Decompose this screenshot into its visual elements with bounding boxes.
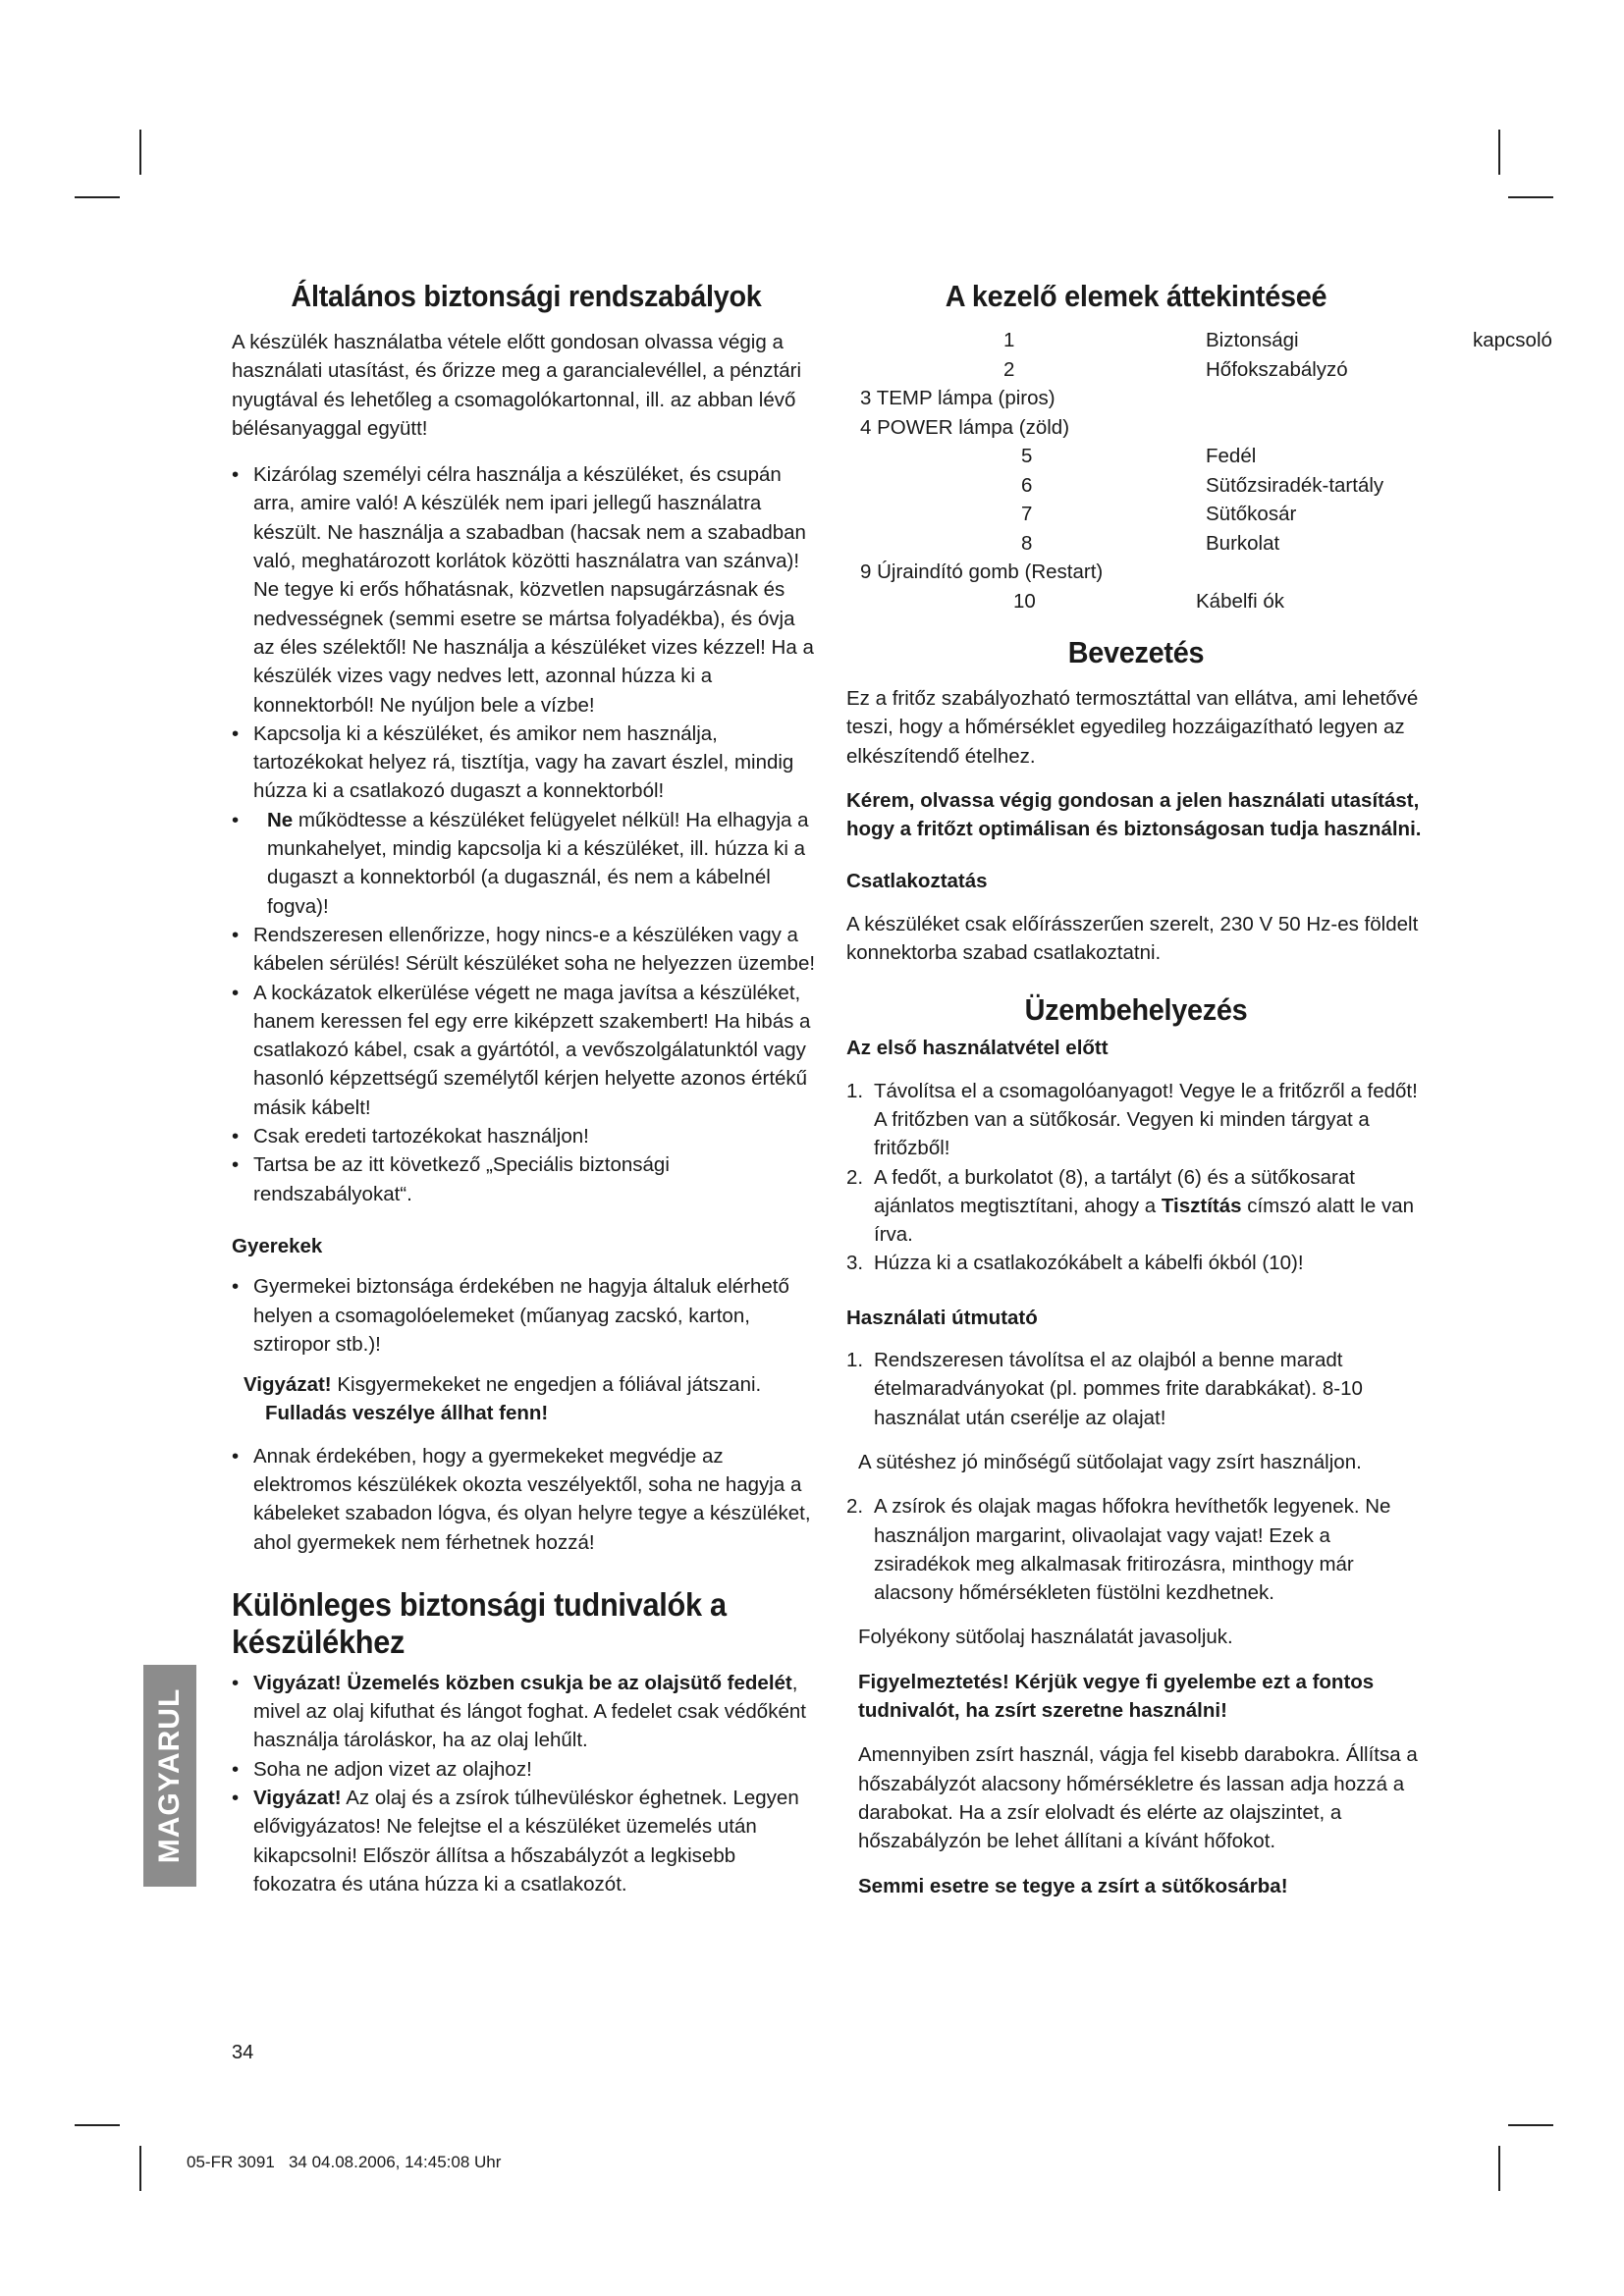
- table-row: [846, 587, 1426, 616]
- list-item: [232, 1784, 821, 1898]
- print-footer: 05-FR 3091 34 04.08.2006, 14:45:08 Uhr: [187, 2153, 502, 2171]
- cleaning-link-text: Tisztítás: [1161, 1194, 1242, 1217]
- usage-note-2: Folyékony sütőolaj használatát javasoljuk.: [858, 1626, 1233, 1649]
- list-item: • Rendszeresen ellenőrizze, hogy nincs-e a készüléken vagy a kábelen sérülés! Sérült készüléket soha ne helyezzen üzembe!: [232, 921, 821, 979]
- fat-instructions: Amennyiben zsírt használ, vágja fel kisebb darabokra. Állítsa a hőszabályzót alacsony hőmérsékletre és lassan adja hozzá a darabokat. Ha a zsír elolvadt és elérte az olajszintet, a hőszabályzón be lehet állítani a kívánt hőfokot.: [858, 1743, 1418, 1853]
- warning-text: Kisgyermekeket ne engedjen a fóliával játszani.: [331, 1373, 762, 1397]
- children-list-2: [232, 1442, 821, 1557]
- list-item: • Gyermekei biztonsága érdekében ne hagyja általuk elérhető helyen a csomagolóelemeket (műanyag zacskó, karton, sztiropor stb.)!: [232, 1272, 821, 1359]
- control-number: 2: [1003, 357, 1015, 381]
- item-text: A fedőt, a burkolatot (8), a tartályt (6) és a sütőkosarat ajánlatos megtisztítani, ahogy a: [874, 1165, 1355, 1217]
- final-warning: Semmi esetre se tegye a zsírt a sütőkosárba!: [858, 1874, 1288, 1897]
- language-label: MAGYARUL: [153, 1687, 186, 1864]
- children-list: [232, 1272, 821, 1359]
- warning-suffocation: Fulladás veszélye állhat fenn!: [265, 1402, 549, 1425]
- item-text: címszó alatt le van írva.: [874, 1194, 1414, 1247]
- intro-title: Bevezetés: [1067, 635, 1205, 669]
- list-item: • Soha ne adjon vizet az olajhoz!: [232, 1755, 821, 1784]
- item-number: 2.: [846, 1495, 864, 1519]
- first-use-heading: Az első használatvétel előtt: [846, 1037, 1109, 1060]
- connection-text: A készüléket csak előírásszerűen szerelt, 230 V 50 Hz-es földelt konnektorba szabad csatlakoztatni.: [846, 912, 1419, 965]
- control-label: Kábelfi ók: [1196, 589, 1285, 613]
- control-label: Sütőkosár: [1206, 503, 1297, 525]
- table-row: [846, 355, 1426, 385]
- control-extra: kapcsoló: [1473, 329, 1552, 351]
- control-label: Fedél: [1206, 445, 1257, 467]
- special-1-bold: Vigyázat! Üzemelés közben csukja be az olajsütő fedelét: [253, 1671, 792, 1694]
- control-number: 4 POWER lámpa (zöld): [860, 415, 1070, 439]
- general-safety-title: Általános biztonsági rendszabályok: [291, 279, 762, 313]
- crop-mark: [1508, 196, 1553, 198]
- ne-rest: működtesse a készüléket felügyelet nélkül! Ha elhagyja a munkahelyet, mindig kapcsolja ki a készüléket, ill. húzza ki a dugaszt a konnektorból (a dugasznál, és nem a kábelnél fogva)!: [267, 808, 809, 918]
- item-text: Rendszeresen távolítsa el az olajból a benne maradt ételmaradványokat (pl. pommes frite darabkákat). 8-10 használat után cserélje az olajat!: [874, 1349, 1363, 1429]
- special-3-rest: Az olaj és a zsírok túlhevüléskor éghetnek. Legyen elővigyázatos! Ne felejtse el a készüléket üzemelés után kikapcsolni! Először állítsa a hőszabályzót a legkisebb fokozatra és utána húzza ki a csatlakozót.: [253, 1787, 799, 1896]
- table-row: [846, 442, 1426, 471]
- usage-list-2: [846, 1492, 1426, 1607]
- table-row: [846, 326, 1552, 355]
- special-safety-title: Különleges biztonsági tudnivalók a készülékhez: [232, 1585, 727, 1660]
- list-item: • Kizárólag személyi célra használja a készüléket, és csupán arra, amire való! A készülék nem ipari jellegű használatra készült. Ne használja a szabadban (hacsak nem a szabadban való, meghatározott korlátok közötti használatra van szánva)! Ne tegye ki erős hőhatásnak, közvetlen napsugárzásnak és nedvességnek (semmi esetre se mártsa folyadékba), és óvja az éles szélektől! Ne használja a készüléket vizes kézzel! Ha a készülék vizes vagy nedves lett, azonnal húzza ki a konnektorból! Ne nyúljon bele a vízbe!: [232, 460, 821, 720]
- item-number: 1.: [846, 1079, 864, 1102]
- item-text: Húzza ki a csatlakozókábelt a kábelfi ókból (10)!: [874, 1252, 1304, 1275]
- list-item: [846, 1077, 1426, 1163]
- control-number: 10: [1013, 589, 1036, 613]
- first-use-list: [846, 1077, 1426, 1278]
- list-item: • Csak eredeti tartozékokat használjon!: [232, 1122, 821, 1150]
- list-item: [846, 1249, 1426, 1277]
- setup-title: Üzembehelyezés: [1024, 992, 1248, 1028]
- list-item: • Tartsa be az itt következő „Speciális biztonsági rendszabályokat“.: [232, 1150, 821, 1208]
- crop-mark: [1508, 2124, 1553, 2126]
- control-number: 7: [1021, 503, 1033, 525]
- crop-mark: [75, 196, 120, 198]
- control-label: Burkolat: [1206, 531, 1280, 555]
- crop-mark: [139, 130, 141, 175]
- item-number: 2.: [846, 1165, 864, 1189]
- item-number: 3.: [846, 1252, 864, 1275]
- special-3-bold: Vigyázat!: [253, 1787, 342, 1810]
- control-number: 5: [1021, 445, 1033, 467]
- control-number: 6: [1021, 473, 1033, 497]
- item-text: A zsírok és olajak magas hőfokra hevíthetők legyenek. Ne használjon margarint, olivaolajat vagy vajat! Ezek a zsiradékok meg alkalmasak fritirozásra, minthogy már alacsony hőmérsékleten füstölni kezdhetnek.: [874, 1495, 1391, 1605]
- special-1-rest: , mivel az olaj kifuthat és lángot foghat. A fedelet csak védőként használja tároláskor, ha az olaj lehűlt.: [253, 1671, 806, 1752]
- list-item: [846, 1492, 1426, 1607]
- control-number: 3 TEMP lámpa (piros): [860, 387, 1056, 409]
- crop-mark: [1498, 2146, 1500, 2191]
- crop-mark: [75, 2124, 120, 2126]
- control-number: 8: [1021, 531, 1033, 555]
- table-row: [846, 529, 1426, 559]
- table-row: [846, 500, 1426, 529]
- children-heading: Gyerekek: [232, 1234, 323, 1257]
- usage-heading: Használati útmutató: [846, 1306, 1038, 1329]
- connection-heading: Csatlakoztatás: [846, 870, 988, 893]
- table-row: [846, 384, 1426, 413]
- controls-title: A kezelő elemek áttekintéseé: [945, 279, 1327, 313]
- list-item: [846, 1346, 1426, 1432]
- control-number: 1: [1003, 329, 1015, 351]
- item-text: Távolítsa el a csomagolóanyagot! Vegye le a fritőzről a fedőt! A fritőzben van a sütőkosár. Vegyen ki minden tárgyat a fritőzből!: [874, 1079, 1418, 1160]
- table-row: [846, 558, 1426, 587]
- controls-table: [846, 326, 1552, 615]
- table-row: [846, 471, 1426, 501]
- ne-bold: Ne: [267, 808, 294, 831]
- usage-note-1: A sütéshez jó minőségű sütőolajat vagy zsírt használjon.: [858, 1450, 1362, 1473]
- left-column: [232, 279, 821, 1898]
- list-item: [232, 1669, 821, 1755]
- control-label: Hőfokszabályzó: [1206, 357, 1348, 381]
- crop-mark: [1498, 130, 1500, 175]
- general-safety-list: [232, 460, 821, 1208]
- right-column: [846, 279, 1552, 1900]
- general-safety-intro: A készülék használatba vétele előtt gondosan olvassa végig a használati utasítást, és őrizze meg a garancialevéllel, a pénztári nyugtával és lehetőleg a csomagolókartonnal, ill. az abban lévő bélésanyaggal együtt!: [232, 331, 802, 440]
- list-item: [232, 806, 821, 921]
- language-side-tab: [143, 1665, 196, 1887]
- list-item: • Annak érdekében, hogy a gyermekeket megvédje az elektromos készülékek okozta veszélyektől, soha ne hagyja a kábeleket szabadon lógva, és olyan helyre tegye a készüléket, ahol gyermekek nem férhetnek hozzá!: [232, 1442, 821, 1557]
- page-number: 34: [232, 2042, 254, 2063]
- intro-text: Ez a fritőz szabályozható termosztáttal van ellátva, ami lehetővé teszi, hogy a hőmérséklet egyedileg hozzáigazítható legyen az elkészítendő ételhez.: [846, 687, 1419, 768]
- warning-label: Vigyázat!: [244, 1373, 332, 1397]
- crop-mark: [139, 2146, 141, 2191]
- special-safety-list: [232, 1669, 821, 1898]
- usage-list: [846, 1346, 1426, 1432]
- fat-warning: Figyelmeztetés! Kérjük vegye fi gyelembe ezt a fontos tudnivalót, ha zsírt szeretne használni!: [858, 1670, 1375, 1723]
- control-label: Sütőzsiradék-tartály: [1206, 473, 1384, 497]
- item-number: 1.: [846, 1349, 864, 1372]
- intro-bold-text: Kérem, olvassa végig gondosan a jelen használati utasítást, hogy a fritőzt optimálisan és biztonságosan tudja használni.: [846, 788, 1422, 841]
- list-item: • A kockázatok elkerülése végett ne maga javítsa a készüléket, hanem keressen fel egy erre kiképzett szakembert! Ha hibás a csatlakozó kábel, csak a gyártótól, a vevőszolgálatunktól vagy hasonló képzettségű személytől kérjen helyette azonos értékű másik kábelt!: [232, 979, 821, 1122]
- control-label: Biztonsági: [1206, 329, 1299, 351]
- table-row: [846, 413, 1426, 443]
- list-item: [846, 1163, 1426, 1250]
- children-warning: [232, 1370, 821, 1428]
- list-item: • Kapcsolja ki a készüléket, és amikor nem használja, tartozékokat helyez rá, tisztítja, vagy ha zavart észlel, mindig húzza ki a csatlakozó dugaszt a konnektorból!: [232, 720, 821, 806]
- control-number: 9 Újraindító gomb (Restart): [860, 561, 1104, 583]
